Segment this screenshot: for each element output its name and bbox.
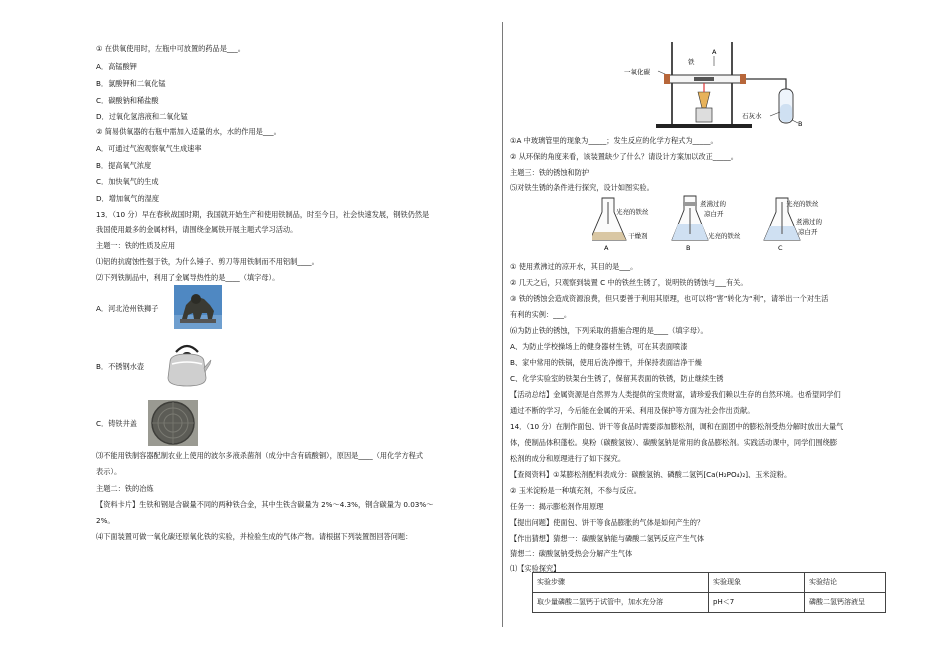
q13-intro-line1: 13．（10 分）早在春秋战国时期，我国就开始生产和使用铁制品，时至今日，社会快速发展，钢铁仍然是 [96,210,430,219]
table-cell-phenomenon: pH＜7 [709,593,805,613]
option-b-label: B．不锈钢水壶 [96,362,145,371]
co-reduction-apparatus-diagram [622,34,808,132]
label-a: A [712,48,717,56]
label-carbon-monoxide: 一氧化碳 [624,68,650,76]
guess-one: 【作出猜想】猜想一：碳酸氢钠能与磷酸二氢钙反应产生气体 [510,534,705,543]
q13-intro-line2: 我国使用最多的金属材料，请围绕金属铁开展主题式学习活动。 [96,225,298,234]
q1-option-a: A．高锰酸钾 [96,62,137,71]
tube-c-letter: C [778,244,783,252]
tube-b-letter: B [686,244,691,252]
theme3-heading: 主题三：铁的锈蚀和防护 [510,168,590,177]
kettle-image [162,340,212,388]
check-info-line1: 【查阅资料】①某膨松剂配料表成分：碳酸氢钠、磷酸二氢钙[Ca(H₂PO₄)₂]、玉米淀粉。 [510,470,792,479]
tube-b-label1: 煮沸过的 [700,200,726,208]
q1-text: ① 在供氧使用时，左瓶中可放置的药品是___。 [96,44,245,53]
tube-b-label3: 光亮的铁丝 [708,232,741,240]
tube-a-label1: 光亮的铁丝 [616,208,649,216]
explore-heading: ⑴【实验探究】 [510,564,561,573]
table-header-row [533,573,886,593]
rust-experiment-diagram [592,194,840,252]
q-r3: ① 使用煮沸过的凉开水，其目的是___。 [510,262,638,271]
tube-c-label3: 凉白开 [798,228,818,236]
s6-option-c: C、化学实验室的铁架台生锈了，保留其表面的铁锈，防止继续生锈 [510,374,724,383]
info-card-line1: 【资料卡片】生铁和钢是含碳量不同的两种铁合金，其中生铁含碳量为 2%～4.3%，钢含碳量为 0.03%～ [96,500,434,509]
tube-a-label2: 干燥剂 [628,232,648,240]
ask-question: 【提出问题】使面包、饼干等食品膨胀的气体是如何产生的？ [510,518,705,527]
s6-option-a: A、为防止学校操场上的健身器材生锈，可在其表面喷漆 [510,342,688,351]
q-r1: ①A 中玻璃管里的现象为_____；发生反应的化学方程式为_____。 [510,136,718,145]
q1-option-b: B．氯酸钾和二氧化锰 [96,79,166,88]
table-header-phenomenon: 实验现象 [709,573,805,593]
q1-option-c: C．碳酸钠和稀盐酸 [96,96,159,105]
summary-line2: 通过不断的学习，今后能在金属的开采、利用及保护等方面为社会作出贡献。 [510,406,755,415]
q13-sub3-line2: 表示）。 [96,467,122,476]
option-a-label: A．河北沧州铁狮子 [96,304,159,313]
left-column [96,0,498,672]
task1-heading: 任务一：揭示膨松剂作用原理 [510,502,604,511]
table-header-conclusion: 实验结论 [805,573,886,593]
table-row [533,593,886,613]
summary-line1: 【活动总结】金属资源是自然界为人类提供的宝贵财富，请珍爱我们赖以生存的自然环境。也希望同学们 [510,390,841,399]
tube-b-label2: 凉白开 [704,210,724,218]
s6-option-b: B、家中常用的铁锅，使用后洗净擦干，并保持表面洁净干燥 [510,358,702,367]
table-header-step: 实验步骤 [533,573,709,593]
q-r5-line1: ③ 铁的锈蚀会造成资源浪费，但只要善于利用其原理，也可以将“害”转化为“利”，请举出一个对生活 [510,294,829,303]
q-r4: ② 几天之后，只观察到装置 C 中的铁丝生锈了，说明铁的锈蚀与___有关。 [510,278,748,287]
q13-sub6: ⑹为防止铁的锈蚀，下列采取的措施合理的是____（填字母）。 [510,326,708,335]
label-limewater: 石灰水 [742,112,762,120]
tube-c-label2: 煮沸过的 [796,218,822,226]
column-divider [502,22,503,627]
info-card-line2: 2%。 [96,516,115,525]
label-b: B [798,120,803,128]
q2-option-b: B．提高氧气浓度 [96,161,152,170]
manhole-cover-image [148,400,198,446]
check-info-line2: ② 玉米淀粉是一种填充剂，不参与反应。 [510,486,641,495]
right-column [510,0,890,672]
q13-sub1: ⑴铝的抗腐蚀性强于铁，为什么锤子、剪刀等用铁制而不用铝制____。 [96,257,319,266]
label-iron: 铁 [688,58,695,66]
q14-line3: 松剂的成分和原理进行了如下探究。 [510,454,626,463]
q14-line2: 体，使制品体积蓬松。臭粉（碳酸氢铵）、碳酸氢钠是常用的食品膨松剂。实践活动课中，同学们围绕膨 [510,438,838,447]
option-c-label: C．铸铁井盖 [96,419,137,428]
guess-two: 猜想二：碳酸氢钠受热会分解产生气体 [510,549,633,558]
q2-option-c: C．加快氧气的生成 [96,177,159,186]
q-r5-line2: 有利的实例：___。 [510,310,572,319]
q-r2: ② 从环保的角度来看，该装置缺少了什么？请设计方案加以改正_____。 [510,152,738,161]
q13-sub5: ⑸对铁生锈的条件进行探究，设计如图实验。 [510,183,654,192]
experiment-table [532,572,886,613]
q2-option-d: D．增加氧气的湿度 [96,194,160,203]
table-cell-conclusion: 磷酸二氢钙溶液呈 [805,593,886,613]
theme2-heading: 主题二：铁的冶炼 [96,484,154,493]
tube-c-label1: 光亮的铁丝 [786,200,819,208]
q2-text: ② 简易供氧器的右瓶中需加入适量的水，水的作用是___。 [96,127,281,136]
q13-sub3-line1: ⑶不能用铁制容器配制农业上使用的波尔多液杀菌剂（成分中含有硫酸铜），原因是____（用化学方程式 [96,451,424,460]
tube-a-letter: A [604,244,609,252]
theme1-heading: 主题一：铁的性质及应用 [96,241,176,250]
q13-sub2: ⑵下列铁制品中，利用了金属导热性的是____（填字母）。 [96,273,280,282]
q2-option-a: A．可通过气泡观察氧气生成速率 [96,144,202,153]
q1-option-d: D．过氧化氢溶液和二氧化锰 [96,112,188,121]
q13-sub4: ⑷下面装置可做一氧化碳还原氧化铁的实验，并检验生成的气体产物。请根据下列装置图回答问题： [96,532,413,541]
iron-lion-image [174,285,222,329]
q14-line1: 14．（10 分）在制作面包、饼干等食品时需要添加膨松剂，调和在面团中的膨松剂受热分解时放出大量气 [510,422,844,431]
table-cell-step: 取少量磷酸二氢钙于试管中，加水充分溶 [533,593,709,613]
